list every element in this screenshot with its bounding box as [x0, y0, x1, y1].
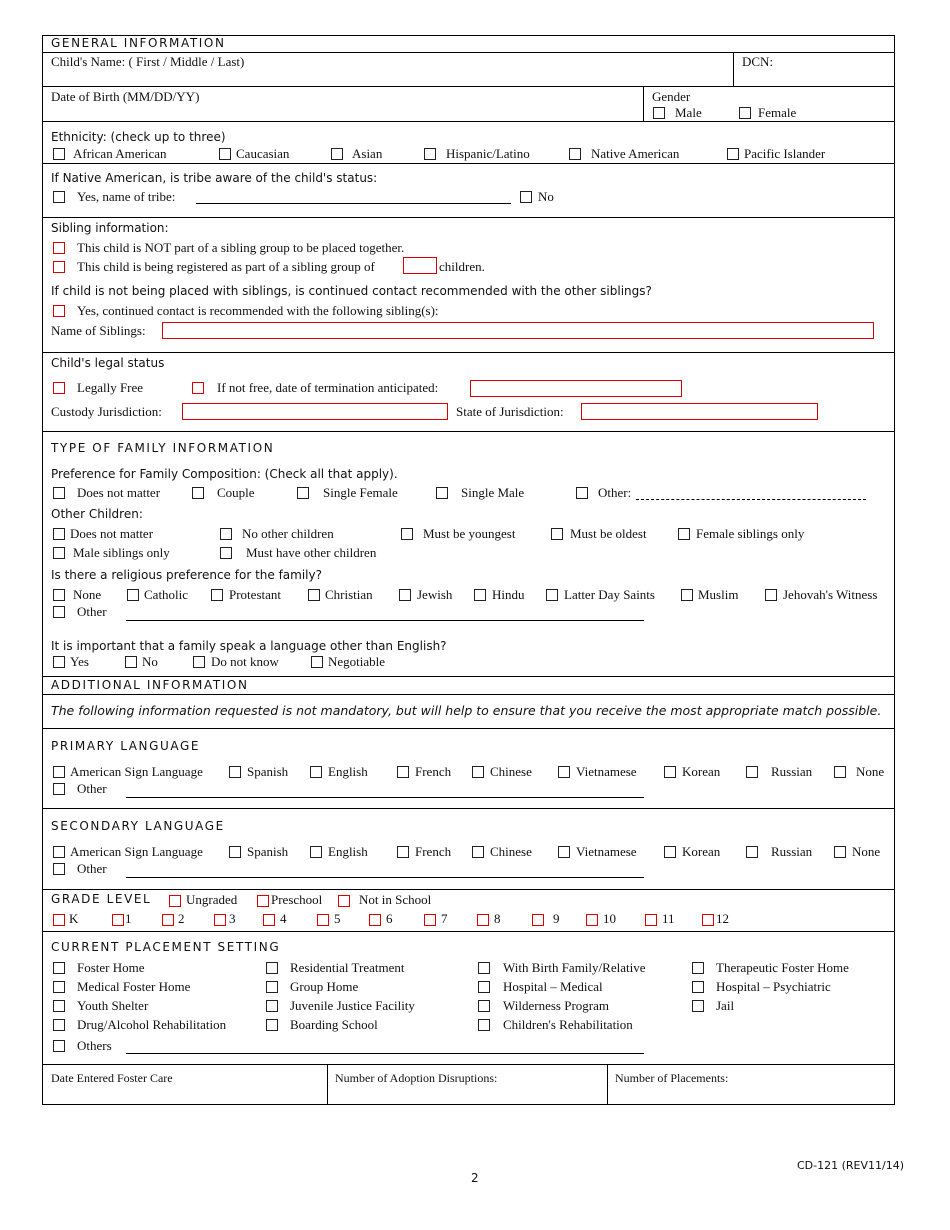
primary-korean-checkbox[interactable]	[664, 766, 676, 778]
childs-name-label: Child's Name: ( First / Middle / Last)	[51, 54, 245, 69]
grade-2-checkbox[interactable]	[162, 914, 174, 926]
composition-option-label: Does not matter	[77, 485, 161, 500]
grade-option-label: 6	[386, 911, 393, 926]
placement-option-label: Juvenile Justice Facility	[290, 998, 415, 1013]
tribe-no-checkbox[interactable]	[520, 191, 532, 203]
ethnicity-option-label: Asian	[352, 146, 383, 161]
additional-header-row	[43, 676, 894, 694]
secondary-spanish-checkbox[interactable]	[229, 846, 241, 858]
grade-option-label: 10	[603, 911, 616, 926]
tribe-yes-label: Yes, name of tribe:	[77, 189, 176, 204]
grade-option-label: K	[69, 911, 79, 926]
grade-11-checkbox[interactable]	[645, 914, 657, 926]
sibling-not-part-checkbox[interactable]	[53, 242, 65, 254]
primary-other-checkbox[interactable]	[53, 783, 65, 795]
divider	[327, 1065, 328, 1104]
general-info-header-row	[43, 36, 894, 52]
tribe-row	[43, 163, 894, 217]
composition-other-field[interactable]	[636, 499, 866, 500]
placement-option-label: Jail	[716, 998, 735, 1013]
placement-option-label: Children's Rehabilitation	[503, 1017, 633, 1032]
placement-hospital-psych-checkbox[interactable]	[692, 981, 704, 993]
ethnicity-african-american-checkbox[interactable]	[53, 148, 65, 160]
sibling-names-label: Name of Siblings:	[51, 323, 146, 338]
secondary-language-header: SECONDARY LANGUAGE	[51, 819, 225, 833]
grade-option-label: 4	[280, 911, 287, 926]
gender-female-label: Female	[758, 105, 797, 120]
ethnicity-asian-checkbox[interactable]	[331, 148, 343, 160]
grade-6-checkbox[interactable]	[369, 914, 381, 926]
grade-3-checkbox[interactable]	[214, 914, 226, 926]
placement-others-checkbox[interactable]	[53, 1040, 65, 1052]
secondary-chinese-checkbox[interactable]	[472, 846, 484, 858]
secondary-language-option: English	[328, 844, 368, 859]
placement-option-label: With Birth Family/Relative	[503, 960, 646, 975]
placement-option-label: Foster Home	[77, 960, 145, 975]
custody-jurisdiction-field[interactable]	[182, 403, 448, 420]
religion-option-label: Latter Day Saints	[564, 587, 655, 602]
divider	[607, 1065, 608, 1104]
sibling-label: Sibling information:	[51, 221, 169, 235]
religion-question: Is there a religious preference for the family?	[51, 568, 322, 582]
divider	[733, 53, 734, 86]
grade-ungraded-checkbox[interactable]	[169, 895, 181, 907]
language-unknown-checkbox[interactable]	[193, 656, 205, 668]
placement-option-label: Hospital – Medical	[503, 979, 603, 994]
ethnicity-native-american-checkbox[interactable]	[569, 148, 581, 160]
primary-language-option: American Sign Language	[70, 764, 203, 779]
grade-12-checkbox[interactable]	[702, 914, 714, 926]
other-children-option-label: Must be oldest	[570, 526, 647, 541]
ethnicity-row	[43, 121, 894, 163]
legally-free-checkbox[interactable]	[53, 382, 65, 394]
ethnicity-option-label: Caucasian	[236, 146, 290, 161]
primary-language-option: Russian	[771, 764, 813, 779]
grade-8-checkbox[interactable]	[477, 914, 489, 926]
grade-option-label: 9	[553, 911, 560, 926]
language-option-label: Negotiable	[328, 654, 386, 669]
placement-jail-checkbox[interactable]	[692, 1000, 704, 1012]
primary-french-checkbox[interactable]	[397, 766, 409, 778]
composition-option-label: Single Female	[323, 485, 398, 500]
composition-option-label: Other:	[598, 485, 632, 500]
grade-9-checkbox[interactable]	[532, 914, 544, 926]
placement-medical-foster-checkbox[interactable]	[53, 981, 65, 993]
placement-hospital-medical-checkbox[interactable]	[478, 981, 490, 993]
grade-option-label: 5	[334, 911, 341, 926]
placement-boarding-school-checkbox[interactable]	[266, 1019, 278, 1031]
language-yes-checkbox[interactable]	[53, 656, 65, 668]
tribe-name-field[interactable]	[196, 203, 511, 204]
primary-language-option: Chinese	[490, 764, 532, 779]
composition-single-male-checkbox[interactable]	[436, 487, 448, 499]
grade-level-section	[43, 889, 894, 931]
placement-option-label: Medical Foster Home	[77, 979, 191, 994]
grade-1-checkbox[interactable]	[112, 914, 124, 926]
grade-not-in-school-checkbox[interactable]	[338, 895, 350, 907]
grade-option-label: 8	[494, 911, 501, 926]
religion-catholic-checkbox[interactable]	[127, 589, 139, 601]
female-siblings-only-checkbox[interactable]	[678, 528, 690, 540]
language-negotiable-checkbox[interactable]	[311, 656, 323, 668]
composition-single-female-checkbox[interactable]	[297, 487, 309, 499]
must-be-youngest-checkbox[interactable]	[401, 528, 413, 540]
religion-other-field[interactable]	[126, 620, 644, 621]
legal-status-section	[43, 352, 894, 431]
ethnicity-option-label: Hispanic/Latino	[446, 146, 530, 161]
composition-does-not-matter-checkbox[interactable]	[53, 487, 65, 499]
language-option-label: No	[142, 654, 158, 669]
grade-option-label: 2	[178, 911, 185, 926]
religion-option-label: Jewish	[417, 587, 453, 602]
sibling-count-field[interactable]	[403, 257, 437, 274]
gender-female-checkbox[interactable]	[739, 107, 751, 119]
grade-option-label: 12	[716, 911, 729, 926]
date-entered-label: Date Entered Foster Care	[51, 1071, 173, 1085]
sibling-names-field[interactable]	[162, 322, 874, 339]
tribe-question: If Native American, is tribe aware of the child's status:	[51, 171, 378, 185]
secondary-language-option: Spanish	[247, 844, 289, 859]
placement-option-label: Drug/Alcohol Rehabilitation	[77, 1017, 227, 1032]
religion-none-checkbox[interactable]	[53, 589, 65, 601]
tribe-yes-checkbox[interactable]	[53, 191, 65, 203]
cd121-form	[42, 35, 895, 1105]
sibling-section	[43, 217, 894, 352]
must-have-other-children-checkbox[interactable]	[220, 547, 232, 559]
religion-option-label: Protestant	[229, 587, 281, 602]
sibling-part-checkbox[interactable]	[53, 261, 65, 273]
grade-10-checkbox[interactable]	[586, 914, 598, 926]
secondary-language-option: Korean	[682, 844, 721, 859]
secondary-vietnamese-checkbox[interactable]	[558, 846, 570, 858]
dob-label: Date of Birth (MM/DD/YY)	[51, 89, 200, 104]
placement-option-label: Boarding School	[290, 1017, 378, 1032]
grade-4-checkbox[interactable]	[263, 914, 275, 926]
religion-other-checkbox[interactable]	[53, 606, 65, 618]
ethnicity-hispanic-checkbox[interactable]	[424, 148, 436, 160]
gender-male-label: Male	[675, 105, 702, 120]
must-be-oldest-checkbox[interactable]	[551, 528, 563, 540]
divider	[643, 87, 644, 121]
placement-option-label: Group Home	[290, 979, 359, 994]
primary-language-option: French	[415, 764, 452, 779]
other-children-option-label: Must be youngest	[423, 526, 516, 541]
termination-date-field[interactable]	[470, 380, 682, 397]
placement-option-label: Therapeutic Foster Home	[716, 960, 849, 975]
legally-free-label: Legally Free	[77, 380, 144, 395]
religion-hindu-checkbox[interactable]	[474, 589, 486, 601]
religion-option-label: Christian	[325, 587, 373, 602]
primary-other-field[interactable]	[126, 797, 644, 798]
language-option-label: Do not know	[211, 654, 279, 669]
secondary-korean-checkbox[interactable]	[664, 846, 676, 858]
primary-none-checkbox[interactable]	[834, 766, 846, 778]
composition-other-checkbox[interactable]	[576, 487, 588, 499]
child-name-row	[43, 52, 894, 86]
religion-option-label: Catholic	[144, 587, 189, 602]
primary-language-option: None	[856, 764, 885, 779]
secondary-other-label: Other	[77, 861, 107, 876]
primary-vietnamese-checkbox[interactable]	[558, 766, 570, 778]
secondary-russian-checkbox[interactable]	[746, 846, 758, 858]
male-siblings-only-checkbox[interactable]	[53, 547, 65, 559]
placement-option-label: Wilderness Program	[503, 998, 609, 1013]
not-free-checkbox[interactable]	[192, 382, 204, 394]
grade-level-header: GRADE LEVEL	[51, 892, 152, 906]
other-children-option-label: Does not matter	[70, 526, 154, 541]
placement-option-label: Youth Shelter	[77, 998, 149, 1013]
grade-k-checkbox[interactable]	[53, 914, 65, 926]
placement-residential-checkbox[interactable]	[266, 962, 278, 974]
other-children-none-checkbox[interactable]	[220, 528, 232, 540]
placement-childrens-rehab-checkbox[interactable]	[478, 1019, 490, 1031]
footer-fields-row	[43, 1064, 894, 1104]
grade-option-label: 7	[441, 911, 448, 926]
sibling-part-suffix: children.	[439, 259, 485, 274]
secondary-english-checkbox[interactable]	[310, 846, 322, 858]
disruptions-label: Number of Adoption Disruptions:	[335, 1071, 498, 1085]
religion-muslim-checkbox[interactable]	[681, 589, 693, 601]
sibling-contact-yes-checkbox[interactable]	[53, 305, 65, 317]
placement-therapeutic-foster-checkbox[interactable]	[692, 962, 704, 974]
composition-option-label: Couple	[217, 485, 255, 500]
placements-label: Number of Placements:	[615, 1071, 729, 1085]
primary-language-option: English	[328, 764, 368, 779]
state-jurisdiction-field[interactable]	[581, 403, 818, 420]
sibling-not-part-label: This child is NOT part of a sibling group to be placed together.	[77, 240, 405, 255]
dcn-label: DCN:	[742, 54, 774, 69]
grade-option-label: 3	[229, 911, 236, 926]
secondary-language-option: Vietnamese	[576, 844, 637, 859]
grade-preschool-checkbox[interactable]	[257, 895, 269, 907]
tribe-no-label: No	[538, 189, 554, 204]
secondary-language-option: None	[852, 844, 881, 859]
placement-section	[43, 931, 894, 1064]
religion-option-label: Muslim	[698, 587, 739, 602]
religion-lds-checkbox[interactable]	[546, 589, 558, 601]
placement-drug-rehab-checkbox[interactable]	[53, 1019, 65, 1031]
secondary-language-option: French	[415, 844, 452, 859]
religion-protestant-checkbox[interactable]	[211, 589, 223, 601]
additional-note: The following information requested is not mandatory, but will help to ensure that you receive the most appropriate match possible.	[51, 703, 882, 718]
placement-option-label: Residential Treatment	[290, 960, 405, 975]
placement-youth-shelter-checkbox[interactable]	[53, 1000, 65, 1012]
secondary-asl-checkbox[interactable]	[53, 846, 65, 858]
secondary-none-checkbox[interactable]	[834, 846, 846, 858]
language-no-checkbox[interactable]	[125, 656, 137, 668]
other-children-label: Other Children:	[51, 507, 143, 521]
placement-header: CURRENT PLACEMENT SETTING	[51, 940, 281, 954]
other-children-option-label: Must have other children	[246, 545, 377, 560]
secondary-language-option: American Sign Language	[70, 844, 203, 859]
sibling-part-label: This child is being registered as part of a sibling group of	[77, 259, 375, 274]
placement-group-home-checkbox[interactable]	[266, 981, 278, 993]
form-id: CD-121 (REV11/14)	[797, 1159, 905, 1172]
grade-option-label: Preschool	[271, 892, 323, 907]
placement-others-field[interactable]	[126, 1053, 644, 1054]
religion-jewish-checkbox[interactable]	[399, 589, 411, 601]
religion-christian-checkbox[interactable]	[308, 589, 320, 601]
primary-language-option: Vietnamese	[576, 764, 637, 779]
placement-option-label: Hospital – Psychiatric	[716, 979, 831, 994]
secondary-language-option: Chinese	[490, 844, 532, 859]
secondary-other-checkbox[interactable]	[53, 863, 65, 875]
family-header: TYPE OF FAMILY INFORMATION	[51, 441, 275, 455]
ethnicity-option-label: Native American	[591, 146, 680, 161]
other-children-option-label: Female siblings only	[696, 526, 805, 541]
secondary-other-field[interactable]	[126, 877, 644, 878]
language-option-label: Yes	[70, 654, 89, 669]
secondary-french-checkbox[interactable]	[397, 846, 409, 858]
composition-option-label: Single Male	[461, 485, 525, 500]
ethnicity-option-label: Pacific Islander	[744, 146, 826, 161]
primary-other-label: Other	[77, 781, 107, 796]
page-number: 2	[471, 1171, 479, 1185]
not-free-label: If not free, date of termination anticipated:	[217, 380, 439, 395]
primary-asl-checkbox[interactable]	[53, 766, 65, 778]
custody-label: Custody Jurisdiction:	[51, 404, 162, 419]
grade-option-label: 11	[662, 911, 675, 926]
ethnicity-pacific-islander-checkbox[interactable]	[727, 148, 739, 160]
secondary-language-section	[43, 808, 894, 889]
sibling-contact-yes-label: Yes, continued contact is recommended with the following sibling(s):	[77, 303, 439, 318]
composition-couple-checkbox[interactable]	[192, 487, 204, 499]
grade-5-checkbox[interactable]	[317, 914, 329, 926]
primary-chinese-checkbox[interactable]	[472, 766, 484, 778]
placement-birth-family-checkbox[interactable]	[478, 962, 490, 974]
gender-male-checkbox[interactable]	[653, 107, 665, 119]
sibling-contact-question: If child is not being placed with siblings, is continued contact recommended with the other siblings?	[51, 284, 652, 298]
secondary-language-option: Russian	[771, 844, 813, 859]
language-question: It is important that a family speak a language other than English?	[51, 639, 447, 653]
general-info-header: GENERAL INFORMATION	[51, 36, 226, 50]
primary-spanish-checkbox[interactable]	[229, 766, 241, 778]
placement-others-label: Others	[77, 1038, 112, 1053]
placement-juvenile-justice-checkbox[interactable]	[266, 1000, 278, 1012]
ethnicity-label: Ethnicity: (check up to three)	[51, 130, 226, 144]
other-children-option-label: No other children	[242, 526, 334, 541]
state-label: State of Jurisdiction:	[456, 404, 564, 419]
primary-language-section	[43, 728, 894, 808]
grade-option-label: Not in School	[359, 892, 432, 907]
religion-jehovah-checkbox[interactable]	[765, 589, 777, 601]
primary-language-header: PRIMARY LANGUAGE	[51, 739, 201, 753]
composition-label: Preference for Family Composition: (Check all that apply).	[51, 467, 398, 481]
religion-other-label: Other	[77, 604, 107, 619]
placement-wilderness-checkbox[interactable]	[478, 1000, 490, 1012]
gender-label: Gender	[652, 89, 691, 104]
other-children-does-not-matter-checkbox[interactable]	[53, 528, 65, 540]
religion-option-label: None	[73, 587, 102, 602]
religion-option-label: Jehovah's Witness	[783, 587, 878, 602]
placement-foster-home-checkbox[interactable]	[53, 962, 65, 974]
grade-option-label: Ungraded	[186, 892, 238, 907]
primary-language-option: Korean	[682, 764, 721, 779]
primary-russian-checkbox[interactable]	[746, 766, 758, 778]
primary-language-option: Spanish	[247, 764, 289, 779]
legal-status-label: Child's legal status	[51, 356, 165, 370]
religion-option-label: Hindu	[492, 587, 525, 602]
dob-row	[43, 86, 894, 121]
primary-english-checkbox[interactable]	[310, 766, 322, 778]
ethnicity-option-label: African American	[73, 146, 167, 161]
grade-option-label: 1	[125, 911, 132, 926]
additional-header: ADDITIONAL INFORMATION	[51, 678, 249, 692]
grade-7-checkbox[interactable]	[424, 914, 436, 926]
family-section	[43, 431, 894, 676]
other-children-option-label: Male siblings only	[73, 545, 170, 560]
additional-note-row	[43, 694, 894, 728]
ethnicity-caucasian-checkbox[interactable]	[219, 148, 231, 160]
